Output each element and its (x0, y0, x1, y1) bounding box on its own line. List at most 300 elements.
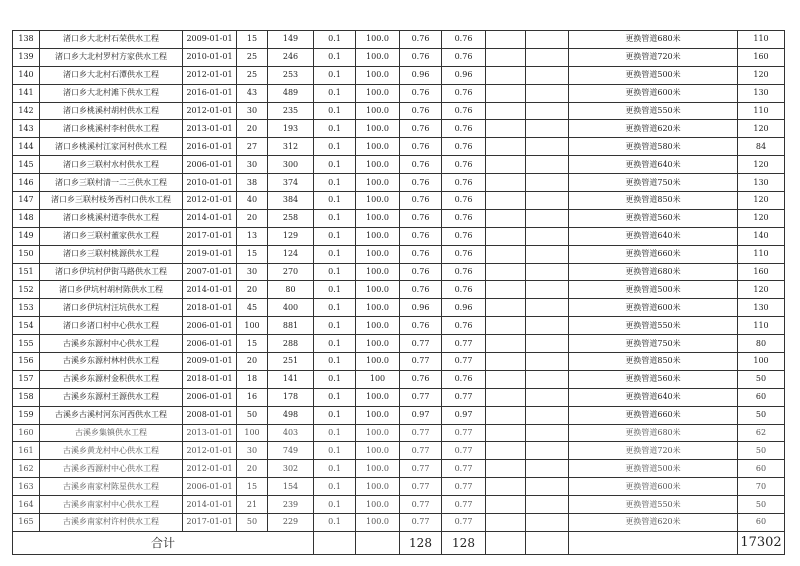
amount: 120 (738, 120, 785, 138)
build-date: 2009-01-01 (183, 31, 237, 49)
value-col-2: 498 (268, 406, 314, 424)
value-col-2: 270 (268, 263, 314, 281)
value-col-2: 193 (268, 120, 314, 138)
value-col-5: 0.77 (400, 424, 442, 442)
empty-cell (486, 388, 526, 406)
work-description: 更换管道500米 (569, 66, 738, 84)
value-col-2: 300 (268, 156, 314, 174)
amount: 120 (738, 192, 785, 210)
table-row (13, 66, 785, 84)
table-row (13, 353, 785, 371)
value-col-4: 100.0 (356, 299, 400, 317)
table-row (13, 227, 785, 245)
project-name: 渚口乡桃溪村李村供水工程 (40, 120, 183, 138)
empty-cell (526, 514, 569, 532)
value-col-6: 0.76 (442, 48, 486, 66)
row-number: 165 (13, 514, 40, 532)
value-col-3: 0.1 (314, 66, 356, 84)
value-col-6: 0.76 (442, 370, 486, 388)
value-col-2: 489 (268, 84, 314, 102)
value-col-4: 100.0 (356, 102, 400, 120)
value-col-3: 0.1 (314, 31, 356, 49)
empty-cell (486, 156, 526, 174)
value-col-3: 0.1 (314, 442, 356, 460)
work-description: 更换管道680米 (569, 263, 738, 281)
project-name: 渚口乡伊坑村胡村陈供水工程 (40, 281, 183, 299)
value-col-2: 141 (268, 370, 314, 388)
row-number: 145 (13, 156, 40, 174)
empty-cell (486, 514, 526, 532)
value-col-6: 0.77 (442, 424, 486, 442)
value-col-5: 0.76 (400, 192, 442, 210)
empty-cell (526, 388, 569, 406)
build-date: 2006-01-01 (183, 156, 237, 174)
value-col-5: 0.76 (400, 263, 442, 281)
value-col-2: 288 (268, 335, 314, 353)
value-col-3: 0.1 (314, 514, 356, 532)
work-description: 更换管道680米 (569, 424, 738, 442)
amount: 84 (738, 138, 785, 156)
amount: 110 (738, 317, 785, 335)
empty-cell (486, 478, 526, 496)
empty-cell (486, 174, 526, 192)
value-col-1: 20 (237, 120, 268, 138)
value-col-6: 0.76 (442, 156, 486, 174)
project-name: 古溪乡南家村陈星供水工程 (40, 478, 183, 496)
value-col-5: 0.96 (400, 66, 442, 84)
build-date: 2012-01-01 (183, 460, 237, 478)
build-date: 2006-01-01 (183, 478, 237, 496)
empty-cell (526, 424, 569, 442)
total-row (13, 531, 785, 554)
value-col-1: 43 (237, 84, 268, 102)
value-col-4: 100.0 (356, 192, 400, 210)
empty-cell (486, 209, 526, 227)
table-row (13, 84, 785, 102)
row-number: 164 (13, 496, 40, 514)
value-col-6: 0.76 (442, 84, 486, 102)
table-row (13, 335, 785, 353)
value-col-2: 251 (268, 353, 314, 371)
value-col-5: 0.97 (400, 406, 442, 424)
value-col-5: 0.76 (400, 31, 442, 49)
amount: 100 (738, 353, 785, 371)
value-col-4: 100.0 (356, 263, 400, 281)
value-col-3: 0.1 (314, 48, 356, 66)
empty-cell (526, 281, 569, 299)
value-col-4: 100.0 (356, 281, 400, 299)
empty-cell (526, 227, 569, 245)
value-col-6: 0.76 (442, 281, 486, 299)
table-row (13, 370, 785, 388)
empty-cell (526, 66, 569, 84)
amount: 80 (738, 335, 785, 353)
value-col-1: 50 (237, 514, 268, 532)
table-row (13, 388, 785, 406)
project-name: 渚口乡伊坑村汪坑供水工程 (40, 299, 183, 317)
value-col-3: 0.1 (314, 227, 356, 245)
build-date: 2006-01-01 (183, 335, 237, 353)
work-description: 更换管道600米 (569, 299, 738, 317)
project-name: 渚口乡三联村桃源供水工程 (40, 245, 183, 263)
value-col-2: 229 (268, 514, 314, 532)
empty-cell (526, 335, 569, 353)
value-col-4: 100.0 (356, 48, 400, 66)
empty-cell (526, 317, 569, 335)
table-row (13, 514, 785, 532)
value-col-5: 0.76 (400, 245, 442, 263)
project-name: 渚口乡大北村罗村方家供水工程 (40, 48, 183, 66)
empty-cell (526, 263, 569, 281)
empty-cell (486, 353, 526, 371)
empty-cell (526, 138, 569, 156)
build-date: 2010-01-01 (183, 174, 237, 192)
build-date: 2010-01-01 (183, 48, 237, 66)
value-col-2: 384 (268, 192, 314, 210)
amount: 50 (738, 442, 785, 460)
build-date: 2012-01-01 (183, 442, 237, 460)
empty-cell (486, 281, 526, 299)
empty-cell (526, 120, 569, 138)
work-description: 更换管道750米 (569, 174, 738, 192)
empty-cell (486, 424, 526, 442)
value-col-5: 0.76 (400, 156, 442, 174)
table-row (13, 48, 785, 66)
value-col-4: 100.0 (356, 424, 400, 442)
value-col-4: 100.0 (356, 209, 400, 227)
value-col-5: 0.76 (400, 227, 442, 245)
value-col-3: 0.1 (314, 84, 356, 102)
value-col-4: 100 (356, 370, 400, 388)
value-col-1: 20 (237, 460, 268, 478)
row-number: 141 (13, 84, 40, 102)
work-description: 更换管道560米 (569, 370, 738, 388)
amount: 62 (738, 424, 785, 442)
table-row (13, 209, 785, 227)
value-col-3: 0.1 (314, 406, 356, 424)
empty-cell (526, 442, 569, 460)
table-row (13, 442, 785, 460)
work-description: 更换管道600米 (569, 84, 738, 102)
project-name: 古溪乡南家村许村供水工程 (40, 514, 183, 532)
value-col-4: 100.0 (356, 460, 400, 478)
value-col-3: 0.1 (314, 424, 356, 442)
build-date: 2017-01-01 (183, 514, 237, 532)
value-col-5: 0.76 (400, 48, 442, 66)
project-name: 渚口乡三联村水村供水工程 (40, 156, 183, 174)
empty-cell (526, 406, 569, 424)
value-col-1: 15 (237, 245, 268, 263)
value-col-5: 0.76 (400, 102, 442, 120)
row-number: 150 (13, 245, 40, 263)
amount: 50 (738, 496, 785, 514)
total-c6: 128 (442, 531, 486, 554)
empty-cell (526, 156, 569, 174)
build-date: 2017-01-01 (183, 227, 237, 245)
total-c5: 128 (400, 531, 442, 554)
work-description: 更换管道750米 (569, 335, 738, 353)
value-col-2: 149 (268, 31, 314, 49)
value-col-1: 30 (237, 156, 268, 174)
table-footer (13, 531, 785, 554)
amount: 160 (738, 263, 785, 281)
table-row (13, 31, 785, 49)
table-row (13, 174, 785, 192)
value-col-1: 15 (237, 478, 268, 496)
row-number: 154 (13, 317, 40, 335)
project-name: 古溪乡黄龙村中心供水工程 (40, 442, 183, 460)
amount: 60 (738, 514, 785, 532)
value-col-6: 0.76 (442, 174, 486, 192)
value-col-4: 100.0 (356, 388, 400, 406)
empty-cell (486, 299, 526, 317)
row-number: 138 (13, 31, 40, 49)
project-name: 古溪乡东源村林村供水工程 (40, 353, 183, 371)
empty-cell (486, 496, 526, 514)
total-empty-cell (356, 531, 400, 554)
value-col-6: 0.77 (442, 442, 486, 460)
work-description: 更换管道640米 (569, 156, 738, 174)
build-date: 2009-01-01 (183, 353, 237, 371)
empty-cell (526, 299, 569, 317)
value-col-5: 0.96 (400, 299, 442, 317)
empty-cell (526, 353, 569, 371)
value-col-6: 0.76 (442, 227, 486, 245)
table-row (13, 138, 785, 156)
empty-cell (526, 31, 569, 49)
value-col-3: 0.1 (314, 388, 356, 406)
value-col-6: 0.97 (442, 406, 486, 424)
empty-cell (526, 84, 569, 102)
empty-cell (486, 31, 526, 49)
table-row (13, 317, 785, 335)
table-row (13, 120, 785, 138)
value-col-5: 0.77 (400, 496, 442, 514)
row-number: 148 (13, 209, 40, 227)
value-col-1: 50 (237, 406, 268, 424)
value-col-6: 0.76 (442, 120, 486, 138)
table-body (13, 31, 785, 532)
value-col-2: 374 (268, 174, 314, 192)
value-col-3: 0.1 (314, 299, 356, 317)
value-col-2: 403 (268, 424, 314, 442)
row-number: 158 (13, 388, 40, 406)
project-name: 渚口乡大北村石荣供水工程 (40, 31, 183, 49)
row-number: 140 (13, 66, 40, 84)
value-col-4: 100.0 (356, 245, 400, 263)
value-col-3: 0.1 (314, 281, 356, 299)
value-col-1: 20 (237, 281, 268, 299)
work-description: 更换管道850米 (569, 192, 738, 210)
row-number: 146 (13, 174, 40, 192)
empty-cell (486, 317, 526, 335)
value-col-1: 25 (237, 66, 268, 84)
project-name: 古溪乡东源村王源供水工程 (40, 388, 183, 406)
value-col-3: 0.1 (314, 478, 356, 496)
work-description: 更换管道640米 (569, 227, 738, 245)
empty-cell (486, 120, 526, 138)
amount: 50 (738, 370, 785, 388)
row-number: 155 (13, 335, 40, 353)
empty-cell (486, 84, 526, 102)
build-date: 2012-01-01 (183, 66, 237, 84)
value-col-6: 0.76 (442, 192, 486, 210)
value-col-5: 0.76 (400, 120, 442, 138)
total-empty-cell (486, 531, 526, 554)
empty-cell (526, 496, 569, 514)
project-name: 古溪乡南家村中心供水工程 (40, 496, 183, 514)
value-col-6: 0.77 (442, 388, 486, 406)
row-number: 149 (13, 227, 40, 245)
value-col-5: 0.76 (400, 317, 442, 335)
row-number: 156 (13, 353, 40, 371)
value-col-6: 0.76 (442, 102, 486, 120)
value-col-5: 0.77 (400, 388, 442, 406)
build-date: 2012-01-01 (183, 102, 237, 120)
value-col-3: 0.1 (314, 245, 356, 263)
row-number: 151 (13, 263, 40, 281)
total-empty-cell (526, 531, 569, 554)
value-col-3: 0.1 (314, 192, 356, 210)
project-name: 古溪乡东源村金积供水工程 (40, 370, 183, 388)
empty-cell (526, 245, 569, 263)
build-date: 2014-01-01 (183, 209, 237, 227)
value-col-2: 129 (268, 227, 314, 245)
table-row (13, 460, 785, 478)
table-row (13, 156, 785, 174)
amount: 60 (738, 460, 785, 478)
value-col-3: 0.1 (314, 209, 356, 227)
empty-cell (486, 48, 526, 66)
amount: 130 (738, 174, 785, 192)
table-row (13, 281, 785, 299)
project-name: 渚口乡三联村枝务西村口供水工程 (40, 192, 183, 210)
value-col-1: 18 (237, 370, 268, 388)
work-description: 更换管道550米 (569, 102, 738, 120)
value-col-4: 100.0 (356, 138, 400, 156)
build-date: 2016-01-01 (183, 84, 237, 102)
amount: 140 (738, 227, 785, 245)
value-col-6: 0.77 (442, 514, 486, 532)
value-col-1: 13 (237, 227, 268, 245)
project-name: 古溪乡集镇供水工程 (40, 424, 183, 442)
row-number: 157 (13, 370, 40, 388)
row-number: 143 (13, 120, 40, 138)
value-col-2: 235 (268, 102, 314, 120)
value-col-6: 0.76 (442, 245, 486, 263)
empty-cell (486, 66, 526, 84)
empty-cell (486, 335, 526, 353)
value-col-4: 100.0 (356, 31, 400, 49)
row-number: 152 (13, 281, 40, 299)
empty-cell (486, 406, 526, 424)
value-col-4: 100.0 (356, 317, 400, 335)
value-col-5: 0.76 (400, 84, 442, 102)
build-date: 2016-01-01 (183, 138, 237, 156)
table-row (13, 299, 785, 317)
value-col-3: 0.1 (314, 263, 356, 281)
empty-cell (526, 209, 569, 227)
table-row (13, 478, 785, 496)
value-col-5: 0.76 (400, 370, 442, 388)
row-number: 139 (13, 48, 40, 66)
build-date: 2013-01-01 (183, 120, 237, 138)
row-number: 162 (13, 460, 40, 478)
value-col-2: 124 (268, 245, 314, 263)
amount: 120 (738, 66, 785, 84)
value-col-5: 0.77 (400, 353, 442, 371)
total-amount: 17302 (738, 531, 785, 554)
value-col-1: 21 (237, 496, 268, 514)
value-col-6: 0.76 (442, 138, 486, 156)
amount: 110 (738, 245, 785, 263)
empty-cell (526, 192, 569, 210)
empty-cell (486, 138, 526, 156)
amount: 50 (738, 406, 785, 424)
value-col-1: 20 (237, 209, 268, 227)
empty-cell (486, 370, 526, 388)
work-description: 更换管道640米 (569, 388, 738, 406)
amount: 130 (738, 84, 785, 102)
empty-cell (526, 48, 569, 66)
value-col-1: 100 (237, 317, 268, 335)
row-number: 159 (13, 406, 40, 424)
work-description: 更换管道850米 (569, 353, 738, 371)
value-col-2: 253 (268, 66, 314, 84)
work-description: 更换管道680米 (569, 31, 738, 49)
value-col-6: 0.76 (442, 317, 486, 335)
value-col-2: 302 (268, 460, 314, 478)
row-number: 147 (13, 192, 40, 210)
value-col-1: 30 (237, 263, 268, 281)
value-col-3: 0.1 (314, 138, 356, 156)
value-col-4: 100.0 (356, 442, 400, 460)
work-description: 更换管道500米 (569, 460, 738, 478)
build-date: 2013-01-01 (183, 424, 237, 442)
value-col-1: 40 (237, 192, 268, 210)
value-col-2: 239 (268, 496, 314, 514)
project-name: 古溪乡东源村中心供水工程 (40, 335, 183, 353)
work-description: 更换管道500米 (569, 281, 738, 299)
value-col-1: 38 (237, 174, 268, 192)
amount: 110 (738, 31, 785, 49)
empty-cell (486, 442, 526, 460)
work-description: 更换管道600米 (569, 478, 738, 496)
project-name: 渚口乡伊坑村伊街马路供水工程 (40, 263, 183, 281)
value-col-1: 15 (237, 335, 268, 353)
build-date: 2014-01-01 (183, 496, 237, 514)
project-name: 渚口乡桃溪村胡村供水工程 (40, 102, 183, 120)
value-col-6: 0.77 (442, 478, 486, 496)
row-number: 142 (13, 102, 40, 120)
value-col-4: 100.0 (356, 496, 400, 514)
build-date: 2012-01-01 (183, 192, 237, 210)
value-col-3: 0.1 (314, 460, 356, 478)
row-number: 163 (13, 478, 40, 496)
empty-cell (486, 263, 526, 281)
value-col-5: 0.77 (400, 460, 442, 478)
value-col-2: 178 (268, 388, 314, 406)
build-date: 2006-01-01 (183, 317, 237, 335)
build-date: 2018-01-01 (183, 299, 237, 317)
value-col-3: 0.1 (314, 370, 356, 388)
value-col-1: 16 (237, 388, 268, 406)
table-row (13, 424, 785, 442)
row-number: 161 (13, 442, 40, 460)
value-col-3: 0.1 (314, 496, 356, 514)
value-col-4: 100.0 (356, 353, 400, 371)
work-description: 更换管道550米 (569, 496, 738, 514)
